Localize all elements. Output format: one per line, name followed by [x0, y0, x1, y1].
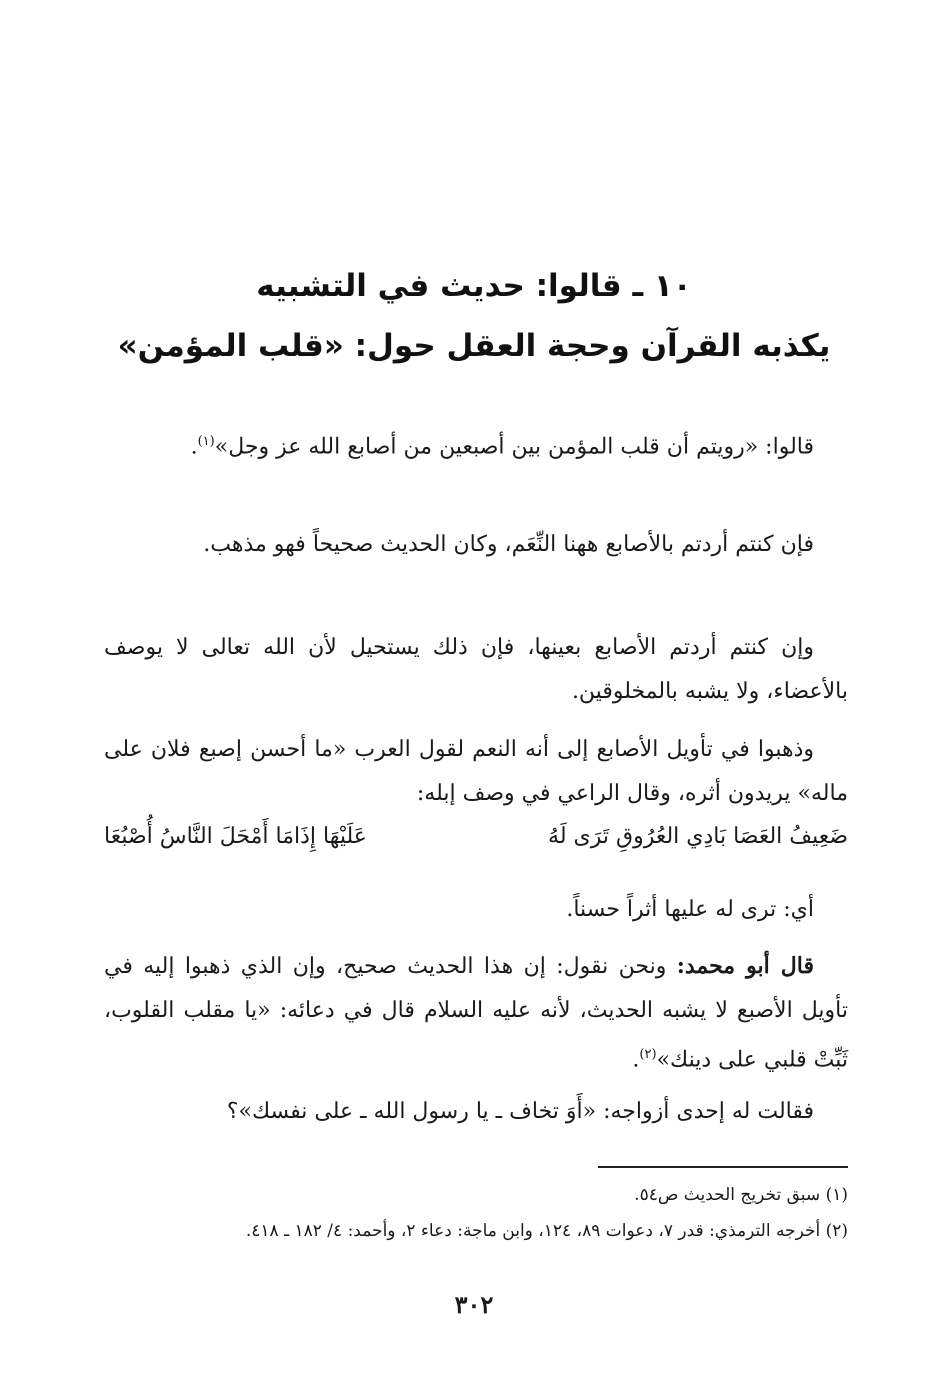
paragraph-1 [104, 420, 848, 469]
paragraph-7: فقالت له إحدى أزواجه: «أَوَ تخاف ـ يا رسول الله ـ على نفسك»؟ [226, 1099, 814, 1124]
paragraph-6 [104, 944, 848, 1082]
page-number: ٣٠٢ [454, 1290, 494, 1319]
paragraph-5: أي: ترى له عليها أثراً حسناً. [566, 897, 814, 922]
chapter-title: ١٠ ـ قالوا: حديث في التشبيه [256, 268, 692, 304]
footnote-1: (١) سبق تخريج الحديث ص٥٤. [634, 1185, 848, 1205]
paragraph-3: وإن كنتم أردتم الأصابع بعينها، فإن ذلك يستحيل لأن الله تعالى لا يوصف بالأعضاء، ولا يشبه بالمخلوقين. [104, 635, 848, 704]
paragraph-6-end: . [632, 1047, 640, 1073]
verse-second-hemistich: عَلَيْهَا إِذَامَا أَمْحَلَ النَّاسُ أُصْبُعَا [104, 824, 367, 849]
footnote-ref-1[interactable]: (١) [197, 434, 215, 449]
paragraph-1-end: . [190, 434, 198, 460]
chapter-subtitle: يكذبه القرآن وحجة العقل حول: «قلب المؤمن» [117, 328, 831, 364]
paragraph-4: وذهبوا في تأويل الأصابع إلى أنه النعم لقول العرب «ما أحسن إصبع فلان على ماله» يريدون أثره، وقال الراعي في وصف إبله: [104, 737, 848, 806]
paragraph-1-text: قالوا: «رويتم أن قلب المؤمن بين أصبعين من أصابع الله عز وجل» [214, 434, 814, 460]
speaker-label: قال أبو محمد: [676, 953, 815, 979]
poetry-verse [104, 824, 848, 868]
paragraph-6-text: ونحن نقول: إن هذا الحديث صحيح، وإن الذي ذهبوا إليه في تأويل الأصبع لا يشبه الحديث، لأنه عليه السلام قال في دعائه: «يا مقلب القلوب، ثَبِّتْ قلبي على دينك» [104, 954, 848, 1073]
verse-first-hemistich: ضَعِيفُ العَصَا بَادِي العُرُوقِ تَرَى لَهُ [548, 824, 848, 849]
paragraph-2: فإن كنتم أردتم بالأصابع ههنا النِّعَم، وكان الحديث صحيحاً فهو مذهب. [203, 532, 814, 557]
footnote-divider [598, 1166, 848, 1168]
footnote-2: (٢) أخرجه الترمذي: قدر ٧، دعوات ٨٩، ١٢٤، وابن ماجة: دعاء ٢، وأحمد: ٤/ ١٨٢ ـ ٤١٨. [245, 1221, 848, 1241]
footnote-ref-2[interactable]: (٢) [639, 1047, 657, 1062]
